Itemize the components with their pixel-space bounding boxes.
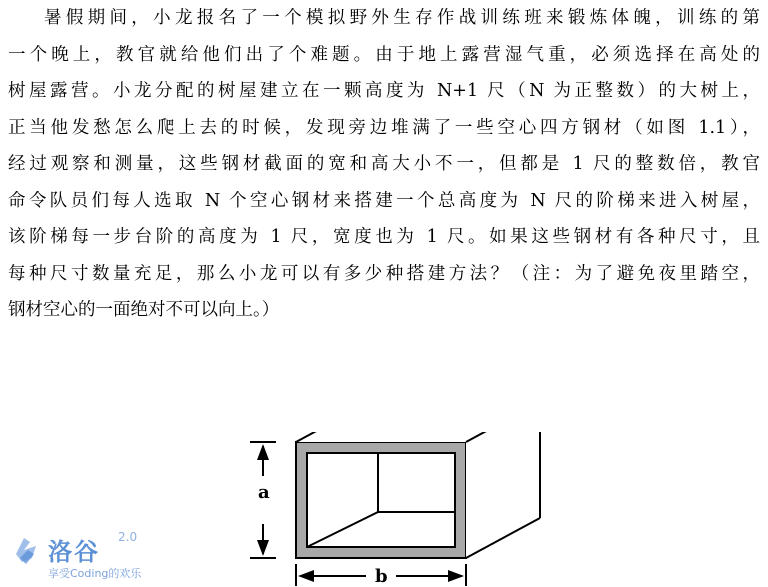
problem-line-7: 该阶梯每一步台阶的高度为 1 尺，宽度也为 1 尺。如果这些钢材有各种尺寸，且 — [8, 227, 760, 247]
luogu-logo-icon — [10, 532, 44, 566]
height-label: a — [258, 482, 270, 503]
problem-line-8: 每种尺寸数量充足，那么小龙可以有多少种搭建方法？（注：为了避免夜里踏空， — [8, 263, 760, 284]
problem-line-9: 钢材空心的一面绝对不可以向上。） — [8, 300, 280, 320]
watermark-brand: 洛谷 — [48, 538, 100, 566]
problem-line-5: 经过观察和测量，这些钢材截面的宽和高大小不一，但都是 1 尺的整数倍，教官 — [8, 154, 760, 174]
problem-line-1: 暑假期间，小龙报名了一个模拟野外生存作战训练班来锻炼体魄，训练的第 — [44, 8, 760, 28]
width-label: b — [375, 566, 388, 587]
hollow-steel-figure — [230, 432, 570, 587]
luogu-watermark — [10, 528, 190, 584]
watermark-version: 2.0 — [118, 530, 138, 544]
problem-line-3: 树屋露营。小龙分配的树屋建立在一颗高度为 N+1 尺（N 为正整数）的大树上， — [8, 81, 760, 101]
steel-box-outline — [296, 432, 540, 558]
problem-line-6: 命令队员们每人选取 N 个空心钢材来搭建一个总高度为 N 尺的阶梯来进入树屋， — [8, 190, 760, 211]
problem-statement — [8, 0, 760, 329]
watermark-slogan: 享受Coding的欢乐 — [48, 567, 142, 580]
problem-line-2: 一个晚上，教官就给他们出了个难题。由于地上露营湿气重，必须选择在高处的 — [8, 44, 760, 65]
problem-line-4: 正当他发愁怎么爬上去的时候，发现旁边堆满了一些空心四方钢材（如图 1.1）， — [8, 117, 760, 138]
